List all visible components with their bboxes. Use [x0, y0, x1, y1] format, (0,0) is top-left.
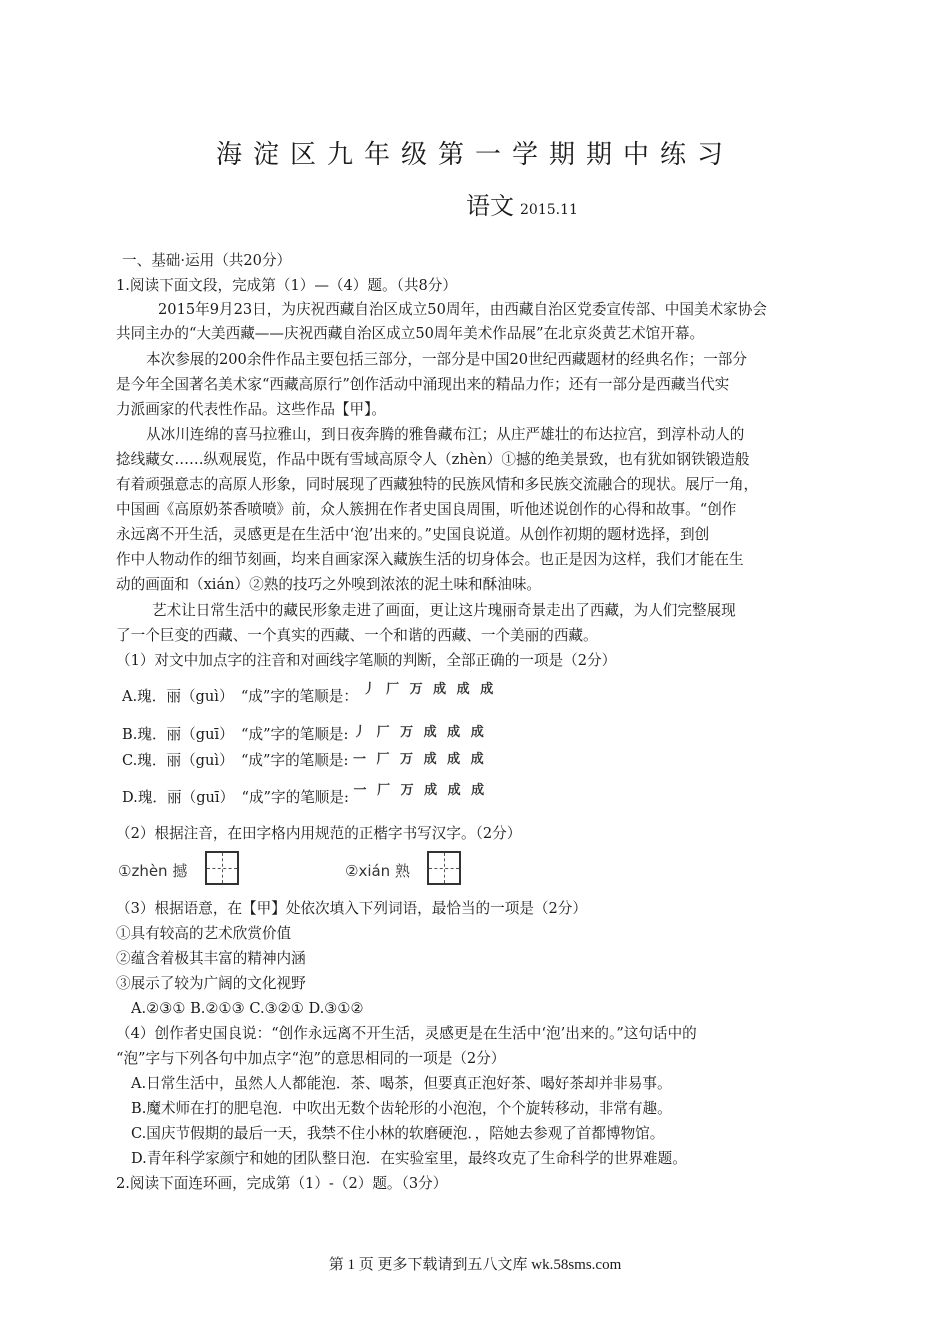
- passage-line: 有着顽强意志的高原人形象，同时展现了西藏独特的民族风情和多民族交流融合的现状。展厅一角，: [116, 476, 759, 493]
- passage-line: 是今年全国著名美术家“西藏高原行”创作活动中涌现出来的精品力作；还有一部分是西藏当代实: [116, 376, 730, 393]
- passage-line: 作中人物动作的细节刻画，均来自画家深入藏族生活的切身体会。也正是因为这样，我们才能在生: [116, 551, 744, 568]
- option-a-label: A.瑰．丽（guì） “成”字的笔顺是：: [122, 688, 358, 705]
- passage-line: 动的画面和（xián）②熟的技巧之外嗅到浓浓的泥土味和酥油味。: [116, 576, 542, 593]
- stroke-order-sequence: 一 厂 万 成 成 成: [353, 752, 487, 767]
- passage-line: 艺术让日常生活中的藏民形象走进了画面，更让这片瑰丽奇景走出了西藏，为人们完整展现: [152, 602, 736, 619]
- stroke-order-sequence: 一 厂 万 成 成 成: [353, 783, 488, 798]
- passage-line: 共同主办的“大美西藏——庆祝西藏自治区成立50周年美术作品展”在北京炎黄艺术馆开幕。: [116, 325, 705, 342]
- grid-dashed-line: [222, 853, 223, 883]
- page-subtitle: [466, 186, 578, 221]
- passage-line: 永远离不开生活，灵感更是在生活中‘泡’出来的。”史国良说道。从创作初期的题材选择，到创: [116, 526, 710, 543]
- option-c: C.国庆节假期的最后一天，我禁不住小林的软磨硬泡．，陪她去参观了首都博物馆。: [131, 1125, 665, 1142]
- option-b-label: B.瑰．丽（guī） “成”字的笔顺是:: [122, 726, 349, 743]
- question-1-4-stem-cont: “泡”字与下列各句中加点字“泡”的意思相同的一项是（2分）: [116, 1050, 506, 1067]
- option-a: A.日常生活中，虽然人人都能泡．茶、喝茶，但要真正泡好茶、喝好茶却并非易事。: [131, 1075, 672, 1092]
- page-footer: 第 1 页 更多下载请到五八文库 wk.58sms.com: [328, 1257, 622, 1273]
- stroke-order-sequence: 丿 厂 万 成 成 成: [362, 682, 497, 697]
- exam-date: 2015.11: [520, 202, 578, 218]
- stroke-order-sequence: 丿 厂 万 成 成 成: [353, 725, 487, 740]
- answer-options: A.②③① B.②①③ C.③②① D.③①②: [131, 1000, 364, 1017]
- option-d-label: D.瑰．丽（guī） “成”字的笔顺是:: [122, 789, 349, 806]
- question-1-3-stem: （3）根据语意，在【甲】处依次填入下列词语，最恰当的一项是（2分）: [116, 900, 587, 917]
- option-b: B.魔术师在打的肥皂泡．中吹出无数个齿轮形的小泡泡，个个旋转移动，非常有趣。: [131, 1100, 672, 1117]
- passage-line: 中国画《高原奶茶香喷喷》前，众人簇拥在作者史国良周围，听他述说创作的心得和故事。“创作: [116, 501, 737, 518]
- section-heading: 一、基础·运用（共20分）: [122, 252, 292, 269]
- passage-line: 力派画家的代表性作品。这些作品【甲】。: [116, 401, 386, 418]
- option-b: [122, 725, 487, 743]
- passage-line: 本次参展的200余件作品主要包括三部分，一部分是中国20世纪西藏题材的经典名作；一部分: [146, 351, 747, 368]
- question-1-1-stem: （1）对文中加点字的注音和对画线字笔顺的判断，全部正确的一项是（2分）: [116, 652, 617, 669]
- option-d: D.青年科学家颜宁和她的团队整日泡．在实验室里，最终攻克了生命科学的世界难题。: [131, 1150, 687, 1167]
- tianzige-grid-1[interactable]: [205, 851, 239, 885]
- grid-dashed-line: [444, 853, 445, 883]
- subject-label: 语文: [466, 192, 514, 220]
- option-c: [122, 754, 487, 769]
- option-a: [122, 682, 497, 705]
- pinyin-item-xian: ②xián 熟: [345, 862, 410, 880]
- question-1-4-stem: （4）创作者史国良说：“创作永远离不开生活，灵感更是在生活中‘泡’出来的。”这句话中的: [116, 1025, 697, 1042]
- choice-item: ①具有较高的艺术欣赏价值: [116, 925, 292, 942]
- choice-item: ③展示了较为广阔的文化视野: [116, 975, 306, 992]
- tianzige-grid-2[interactable]: [427, 851, 461, 885]
- option-d: [122, 783, 488, 806]
- question-1-intro: 1.阅读下面文段，完成第（1）—（4）题。（共8分）: [116, 277, 457, 294]
- question-2-intro: 2.阅读下面连环画，完成第（1）-（2）题。（3分）: [116, 1175, 448, 1192]
- passage-line: 了一个巨变的西藏、一个真实的西藏、一个和谐的西藏、一个美丽的西藏。: [116, 627, 598, 644]
- pinyin-item-zhen: ①zhèn 撼: [118, 862, 188, 880]
- passage-line: 2015年9月23日，为庆祝西藏自治区成立50周年，由西藏自治区党委宣传部、中国美术家协会: [158, 301, 767, 318]
- choice-item: ②蕴含着极其丰富的精神内涵: [116, 950, 306, 967]
- passage-line: 从冰川连绵的喜马拉雅山，到日夜奔腾的雅鲁藏布江；从庄严雄壮的布达拉宫，到淳朴动人的: [146, 426, 745, 443]
- option-c-label: C.瑰．丽（guì） “成”字的笔顺是:: [122, 752, 349, 769]
- page-title: 海淀区九年级第一学期期中练习: [215, 140, 734, 170]
- passage-line: 捻线藏女……纵观展览，作品中既有雪域高原令人（zhèn）①撼的绝美景致，也有犹如钢铁锻造般: [116, 451, 750, 468]
- question-1-2-stem: （2）根据注音，在田字格内用规范的正楷字书写汉字。（2分）: [116, 825, 522, 842]
